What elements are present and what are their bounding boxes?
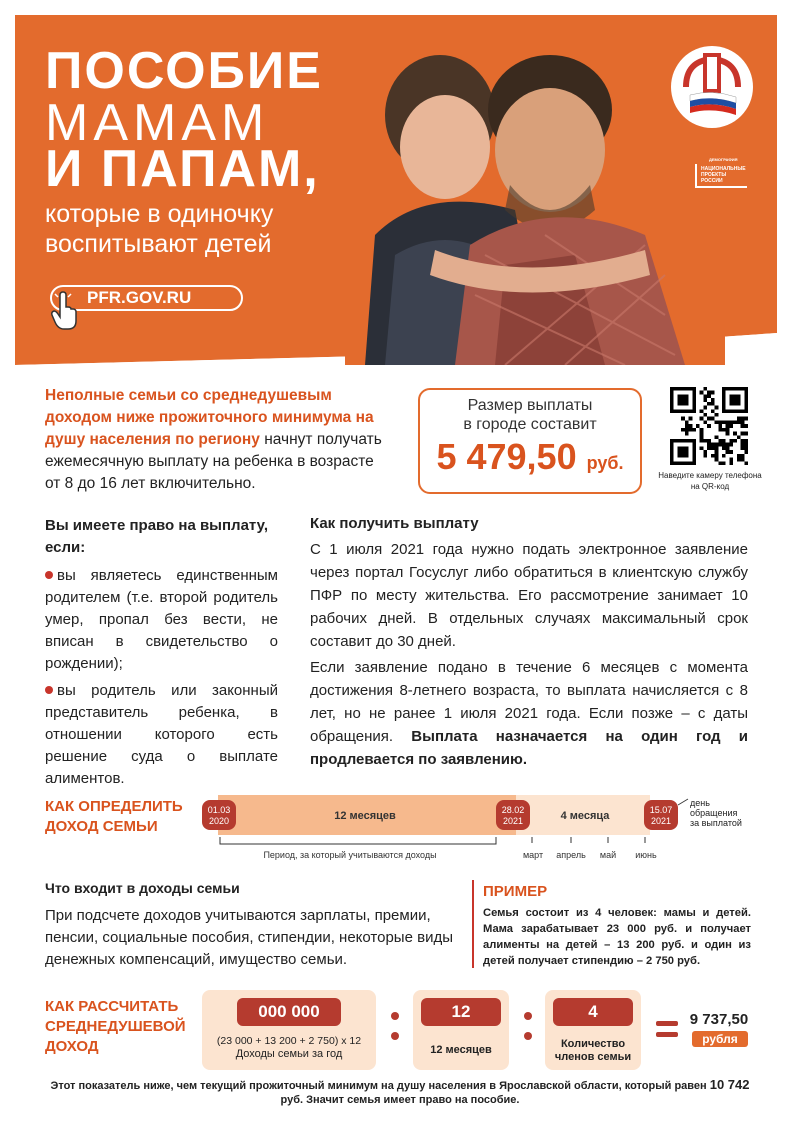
start-date-year: 2020: [208, 816, 230, 826]
period-4-months-label: 4 месяца: [560, 810, 610, 822]
intro-rest: начнут получать ежемесячную выплату на ребенка в возрасте от 8 до 16 лет включительно.: [45, 431, 382, 492]
months-box: [413, 990, 509, 1070]
income-composition-text: При подсчете доходов учитываются зарплаты, премии, пенсии, социальные пособия, стипендии, некоторые виды денежных компенсаций, имущество семьи.: [45, 907, 453, 968]
amount-value: [420, 436, 640, 478]
father-and-son-photo: [345, 35, 725, 365]
family-members-label-line-2: членов семьи: [554, 1051, 632, 1063]
eligibility-item-1-text: вы являетесь единственным родителем (т.е. второй родитель умер, пропал без вести, не вписан в свидетельство о рождении);: [45, 567, 278, 672]
bracket-label: Период, за который учитываются доходы: [263, 850, 437, 860]
income-composition-title: Что входит в доходы семьи: [45, 880, 240, 896]
payment-amount-box: [418, 388, 642, 494]
how-to-get-title: Как получить выплату: [310, 515, 479, 532]
np-logo-line-1: ДЕМОГРАФИЯ: [709, 157, 738, 162]
end-date-year: 2021: [650, 816, 672, 826]
how-to-get-paragraph-2-bold: Выплата назначается на один год и продлевается по заявлению.: [310, 728, 748, 768]
subtitle-line-2: воспитывают детей: [45, 230, 272, 258]
pfr-logo-icon: [670, 45, 755, 130]
header-banner: [15, 15, 777, 365]
hand-pointer-icon: [50, 291, 80, 331]
bullet-dot-icon: [45, 571, 53, 579]
title-line-1: ПОСОБИЕ: [45, 42, 323, 100]
conclusion-text-1: Этот показатель ниже, чем текущий прожиточный минимум на душу населения в Ярославской области, который равен: [50, 1080, 710, 1092]
how-to-get-paragraph-1: С 1 июля 2021 года нужно подать электронное заявление через портал Госуслуг либо обратиться в клиентскую службу ПФР по месту жительства. Его рассмотрение занимает 10 рабочих дней. В отдельных случаях максимальный срок составит до 30 дней.: [310, 541, 748, 650]
formula-title: КАК РАССЧИТАТЬ СРЕДНЕДУШЕВОЙ ДОХОД: [45, 998, 186, 1055]
annual-income-value: 000 000: [237, 998, 341, 1026]
qr-code-icon[interactable]: [670, 387, 748, 465]
start-date-day: 01.03: [207, 805, 231, 815]
period-12-months-label: 12 месяцев: [334, 810, 396, 822]
np-logo-line-2: НАЦИОНАЛЬНЫЕ: [701, 166, 746, 172]
annual-income-box: [202, 990, 376, 1070]
conclusion-note: [45, 1078, 755, 1107]
end-note-line-2: обращения: [690, 808, 738, 818]
example-text: Семья состоит из 4 человек: мамы и детей. Мама зарабатывает 23 000 руб. и получает алименты на детей – 13 200 руб. и один из детей получает стипендию – 2 750 руб.: [483, 907, 751, 967]
mid-date-day: 28.02: [501, 805, 525, 815]
np-logo-line-4: РОССИИ: [701, 178, 723, 184]
family-members-label: [545, 1038, 641, 1064]
bullet-dot-icon: [45, 686, 53, 694]
income-period-timeline: [200, 792, 760, 872]
month-label-3: май: [599, 850, 617, 860]
annual-income-label: Доходы семьи за год: [235, 1048, 343, 1060]
amount-label-line-2: в городе составит: [463, 416, 597, 433]
divide-icon: [524, 1012, 532, 1048]
title-line-2: МАМАМ: [45, 94, 270, 152]
family-members-value: 4: [553, 998, 633, 1026]
per-capita-income-unit: рубля: [692, 1031, 748, 1047]
amount-unit: руб.: [586, 453, 624, 473]
example-divider: [472, 880, 474, 968]
qr-caption: Наведите камеру телефона на QR-код: [658, 471, 762, 491]
equals-icon: [656, 1021, 678, 1037]
mid-date-year: 2021: [502, 816, 524, 826]
month-label-2: апрель: [556, 850, 586, 860]
months-value: 12: [421, 998, 501, 1026]
title-line-3: И ПАПАМ,: [45, 140, 320, 198]
eligibility-item-1: [45, 565, 278, 675]
month-label-1: март: [522, 850, 544, 860]
example-title: ПРИМЕР: [483, 883, 548, 900]
amount-number: 5 479,50: [436, 436, 577, 477]
per-capita-income-value: 9 737,50: [689, 1011, 749, 1028]
amount-label-line-1: Размер выплаты: [467, 397, 593, 414]
intro-highlight: Неполные семьи со среднедушевым доходом ниже прожиточного минимума на душу населения по региону: [45, 387, 374, 448]
divide-icon: [391, 1012, 399, 1048]
end-note-line-1: день: [690, 798, 710, 808]
end-date-day: 15.07: [649, 805, 673, 815]
subtitle-line-1: которые в одиночку: [45, 200, 274, 228]
conclusion-text-2: руб. Значит семья имеет право на пособие.: [280, 1094, 520, 1106]
eligibility-title: Вы имеете право на выплату, если:: [45, 517, 269, 556]
eligibility-item-2-text: вы родитель или законный представитель ребенка, в отношении которого есть решение суда о выплате алиментов.: [45, 682, 278, 787]
website-link[interactable]: PFR.GOV.RU: [50, 285, 243, 311]
subsistence-minimum-value: 10 742: [709, 1077, 750, 1092]
month-label-4: июнь: [635, 850, 657, 860]
national-projects-logo: [695, 157, 765, 197]
how-to-get-paragraph-2-text: Если заявление подано в течение 6 месяцев с момента достижения 8-летнего возраста, то выплата начисляется с 8 лет, но не ранее 1 июля 2021 года. Если позже – с даты обращения.: [310, 659, 748, 745]
end-note-line-3: за выплатой: [690, 818, 742, 828]
amount-label: [420, 396, 640, 434]
intro-paragraph: [45, 385, 390, 495]
family-members-label-line-1: Количество: [560, 1038, 626, 1050]
annual-income-formula: (23 000 + 13 200 + 2 750) х 12: [216, 1035, 362, 1047]
np-logo-line-3: ПРОЕКТЫ: [701, 172, 727, 178]
family-members-box: [545, 990, 641, 1070]
eligibility-item-2: [45, 680, 278, 790]
income-timeline-title: КАК ОПРЕДЕЛИТЬ ДОХОД СЕМЬИ: [45, 798, 183, 835]
how-to-get-paragraph-2: [310, 656, 748, 771]
months-label: 12 месяцев: [430, 1044, 492, 1056]
